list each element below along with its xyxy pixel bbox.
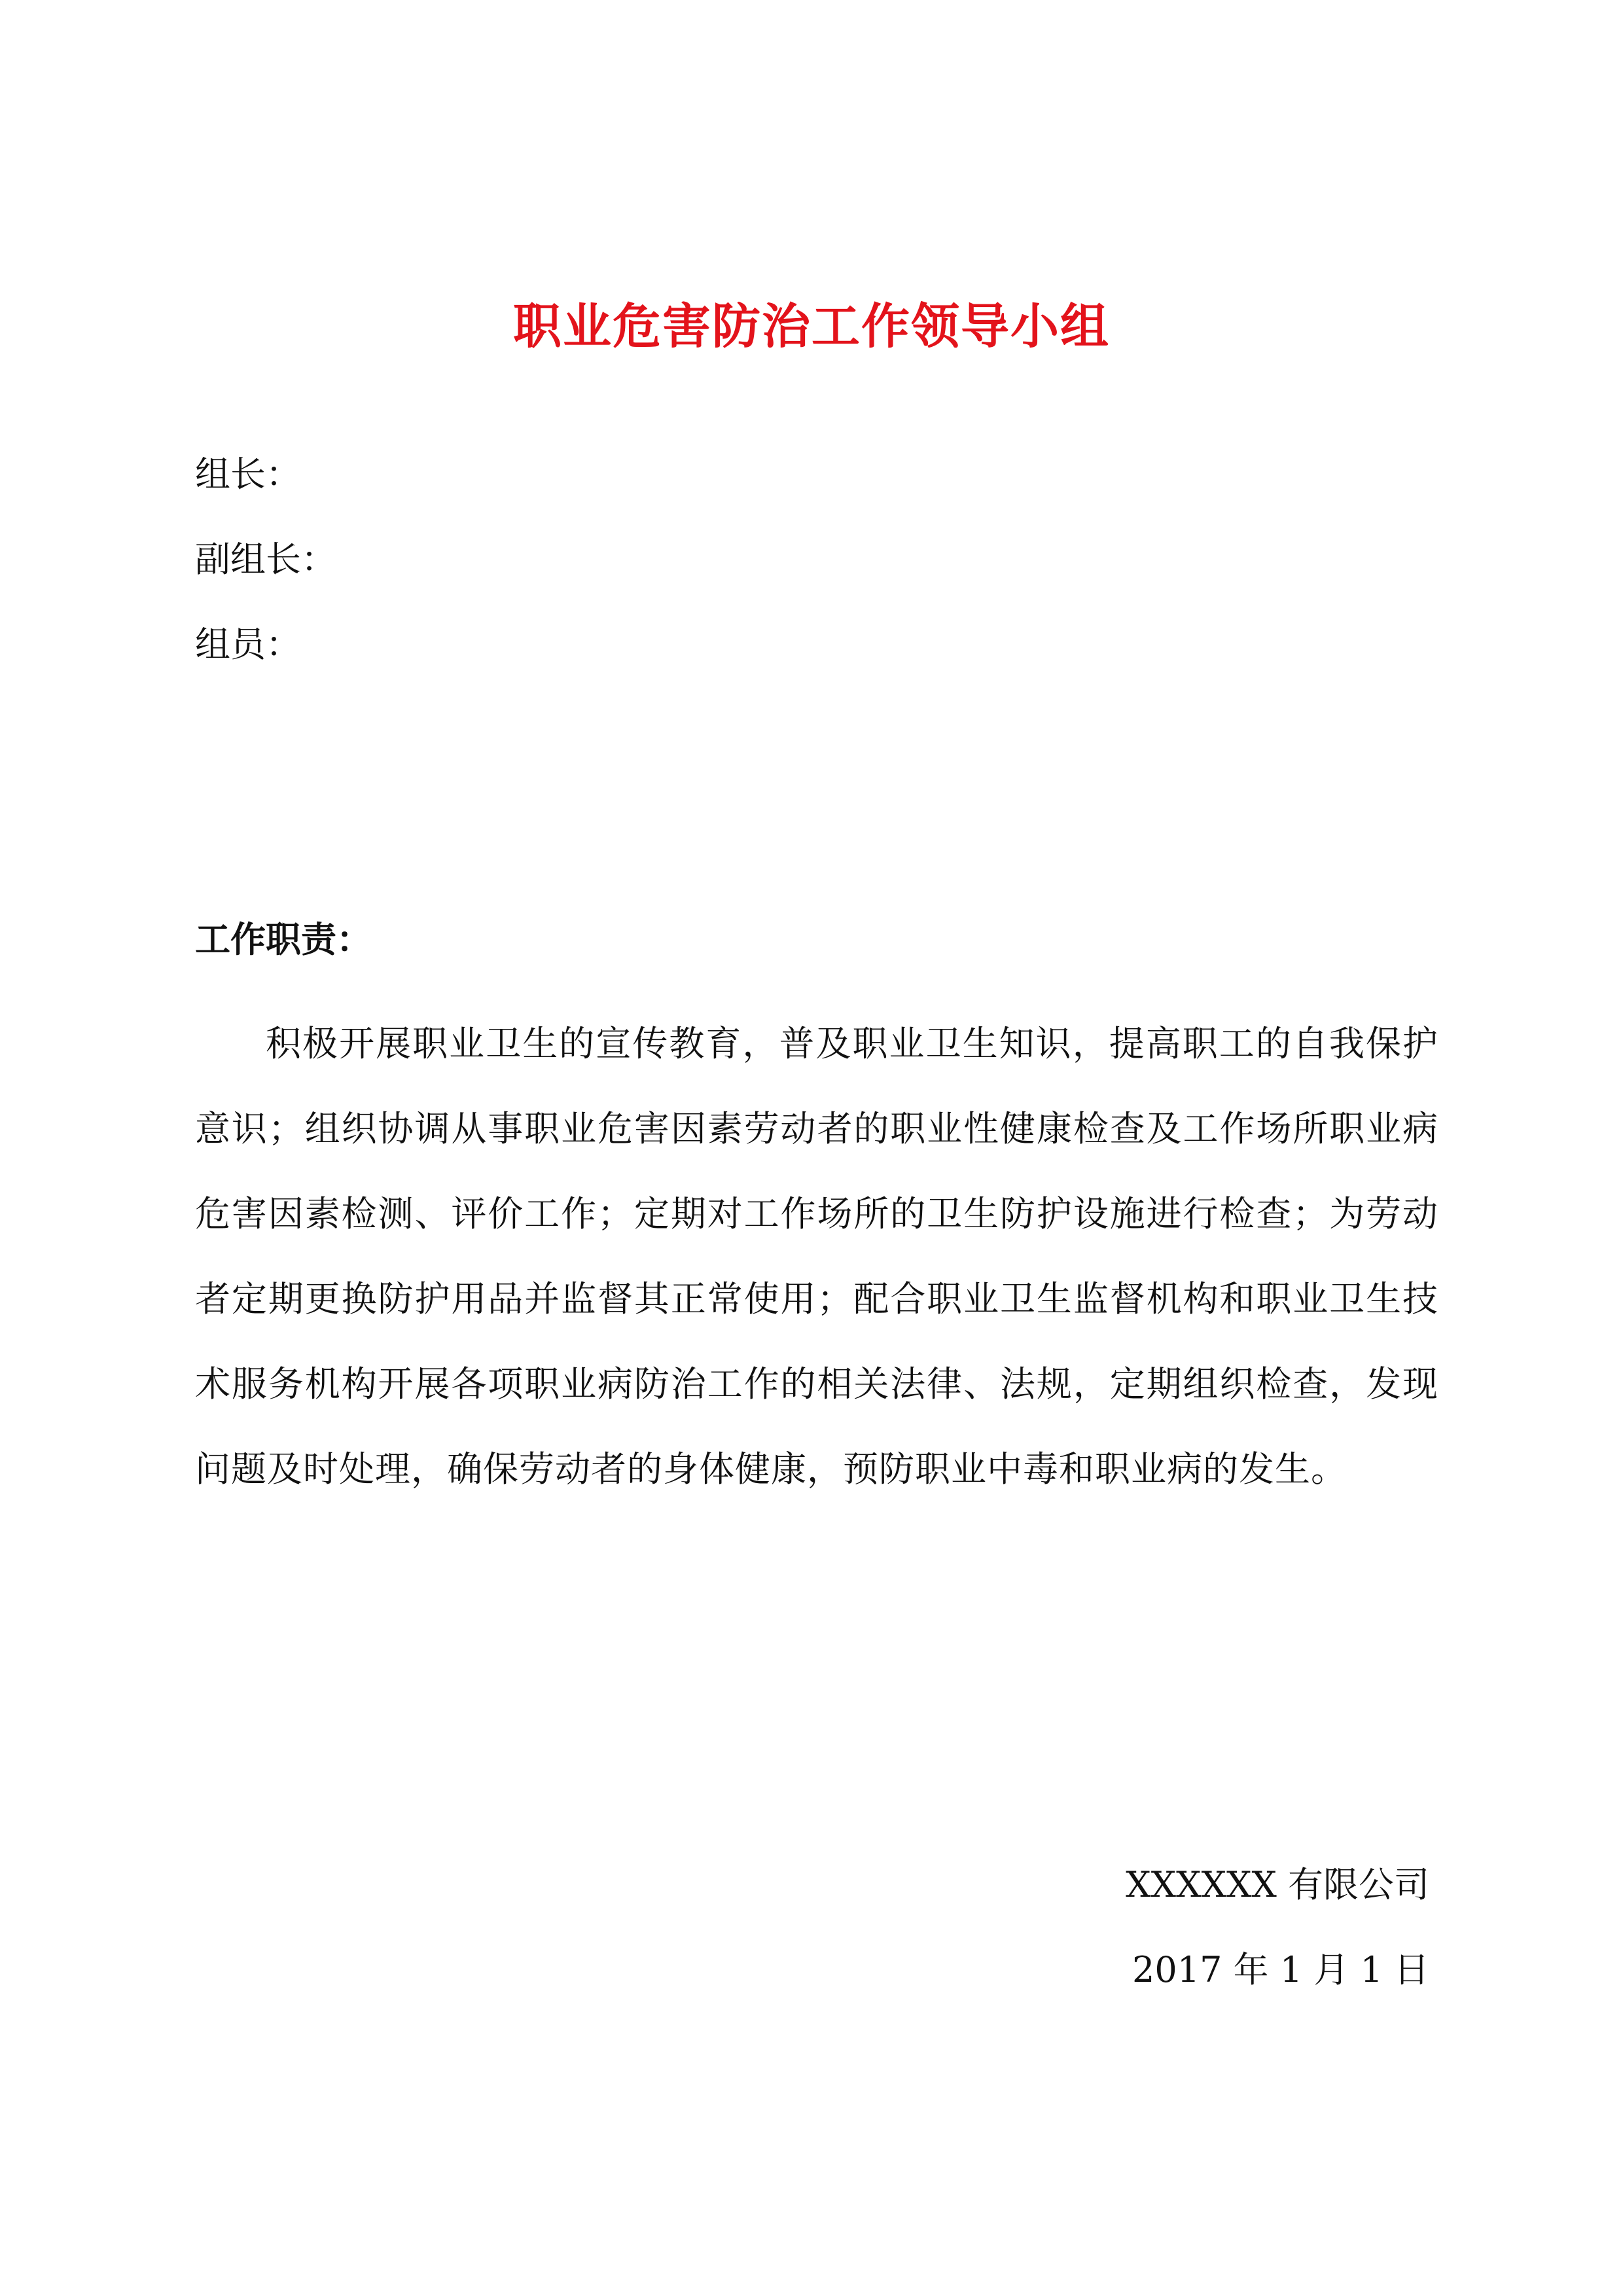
signature-date: 2017 年 1 月 1 日 bbox=[1132, 1949, 1429, 1990]
company-signature: XXXXXX 有限公司 bbox=[1126, 1864, 1429, 1905]
deputy-leader-label: 副组长： bbox=[195, 539, 336, 580]
duties-paragraph: 积极开展职业卫生的宣传教育，普及职业卫生知识，提高职工的自我保护意识；组织协调从事职业危害因素劳动者的职业性健康检查及工作场所职业病危害因素检测、评价工作；定期对工作场所的卫生防护设施进行检查；为劳动者定期更换防护用品并监督其正常使用；配合职业卫生监督机构和职业卫生技术服务机构开展各项职业病防治工作的相关法律、法规，定期组织检查，发现问题及时处理，确保劳动者的身体健康，预防职业中毒和职业病的发生。 bbox=[195, 1023, 1438, 1490]
member-label: 组员： bbox=[195, 624, 301, 665]
duties-heading: 工作职责： bbox=[195, 918, 372, 960]
page-title: 职业危害防治工作领导小组 bbox=[513, 298, 1110, 355]
leader-label: 组长： bbox=[195, 454, 301, 495]
